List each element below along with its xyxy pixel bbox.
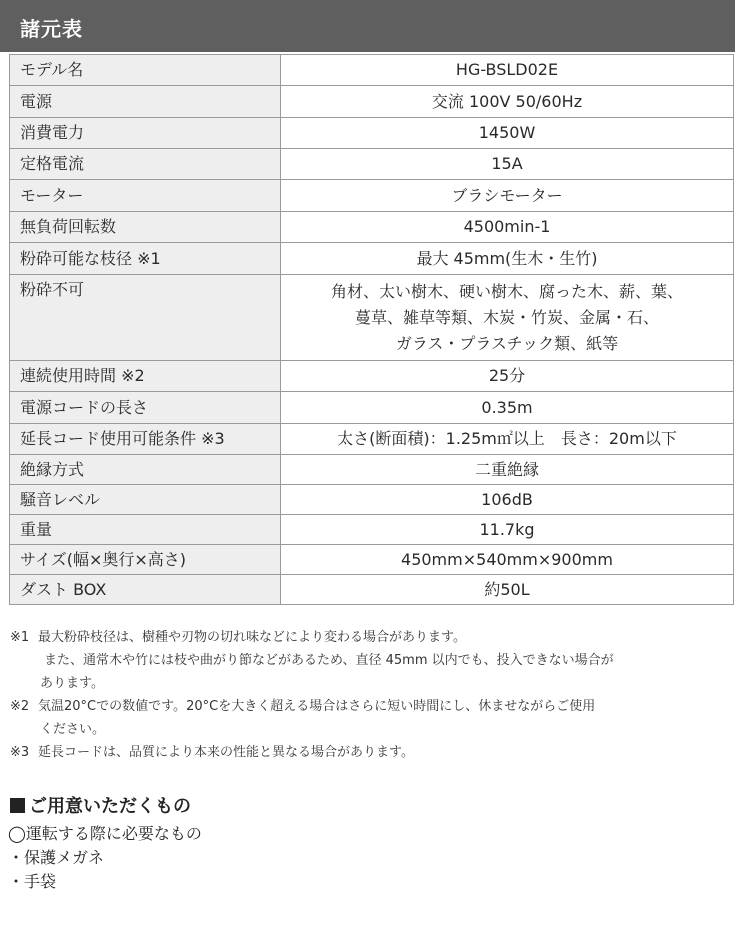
footnote-text: 気温20°Cでの数値です。20°Cを大きく超える場合はさらに短い時間にし、休ませながらご使用 xyxy=(38,699,596,714)
spec-value-line: 角材、太い樹木、硬い樹木、腐った木、薪、葉、 xyxy=(330,282,683,301)
prep-heading xyxy=(10,792,191,818)
spec-label: 粉砕不可 xyxy=(10,275,281,361)
spec-label: 電源 xyxy=(10,86,281,118)
spec-row-power-source xyxy=(10,86,734,118)
spec-value: 太さ(断面積)：1.25m㎡以上 長さ：20m以下 xyxy=(281,424,734,455)
spec-row-model xyxy=(10,55,734,86)
spec-row-not-crushable xyxy=(10,275,734,361)
spec-value: 4500min-1 xyxy=(281,212,734,243)
footnote-1 xyxy=(10,626,730,649)
footnote-text: 延長コードは、品質により本来の性能と異なる場合があります。 xyxy=(38,745,414,760)
spec-value: 約50L xyxy=(281,575,734,605)
spec-row-power-consumption xyxy=(10,118,734,149)
spec-table xyxy=(9,54,734,605)
spec-title: 諸元表 xyxy=(20,17,83,41)
footnote-text: ください。 xyxy=(40,722,106,737)
spec-header xyxy=(0,0,735,52)
spec-value: 最大 45mm(生木・生竹) xyxy=(281,243,734,275)
spec-value: 1450W xyxy=(281,118,734,149)
spec-value: 450mm×540mm×900mm xyxy=(281,545,734,575)
spec-label: 騒音レベル xyxy=(10,485,281,515)
spec-value: 15A xyxy=(281,149,734,180)
spec-label: サイズ(幅×奥行×高さ) xyxy=(10,545,281,575)
spec-row-cord-length xyxy=(10,392,734,424)
spec-label: 絶縁方式 xyxy=(10,455,281,485)
footnote-2 xyxy=(10,695,730,718)
footnote-text: 最大粉砕枝径は、樹種や刃物の切れ味などにより変わる場合があります。 xyxy=(38,630,466,645)
prep-list xyxy=(8,822,202,894)
prep-item: ・保護メガネ xyxy=(8,848,105,867)
spec-value: 106dB xyxy=(281,485,734,515)
spec-row-no-load-speed xyxy=(10,212,734,243)
spec-row-noise xyxy=(10,485,734,515)
spec-value: ブラシモーター xyxy=(281,180,734,212)
spec-row-dust-box xyxy=(10,575,734,605)
spec-value: 0.35m xyxy=(281,392,734,424)
footnote-3 xyxy=(10,741,730,764)
spec-row-insulation xyxy=(10,455,734,485)
spec-value: 二重絶縁 xyxy=(281,455,734,485)
spec-label: モーター xyxy=(10,180,281,212)
spec-row-extension-cord xyxy=(10,424,734,455)
spec-row-max-branch xyxy=(10,243,734,275)
spec-row-rated-current xyxy=(10,149,734,180)
spec-label: 連続使用時間 ※2 xyxy=(10,361,281,392)
spec-label: 電源コードの長さ xyxy=(10,392,281,424)
footnote-text: また、通常木や竹には枝や曲がり節などがあるため、直径 45mm 以内でも、投入できない場合が xyxy=(44,653,614,668)
spec-label: 延長コード使用可能条件 ※3 xyxy=(10,424,281,455)
prep-item: ◯運転する際に必要なもの xyxy=(8,824,202,843)
prep-item: ・手袋 xyxy=(8,872,57,891)
spec-label: 無負荷回転数 xyxy=(10,212,281,243)
spec-row-continuous-use xyxy=(10,361,734,392)
spec-value: HG-BSLD02E xyxy=(281,55,734,86)
footnote-text: あります。 xyxy=(40,676,104,691)
spec-row-motor xyxy=(10,180,734,212)
spec-row-weight xyxy=(10,515,734,545)
spec-value: 交流 100V 50/60Hz xyxy=(281,86,734,118)
spec-label: 消費電力 xyxy=(10,118,281,149)
spec-value: 25分 xyxy=(281,361,734,392)
footnote-mark: ※3 xyxy=(10,745,30,760)
spec-value: 11.7kg xyxy=(281,515,734,545)
footnote-mark: ※2 xyxy=(10,699,30,714)
spec-label: ダスト BOX xyxy=(10,575,281,605)
footnotes xyxy=(10,626,730,764)
prep-heading-text: ご用意いただくもの xyxy=(29,796,191,817)
spec-label: モデル名 xyxy=(10,55,281,86)
footnote-mark: ※1 xyxy=(10,630,30,645)
spec-value-multiline xyxy=(281,275,734,361)
spec-label: 定格電流 xyxy=(10,149,281,180)
spec-label: 粉砕可能な枝径 ※1 xyxy=(10,243,281,275)
spec-value-line: ガラス・プラスチック類、紙等 xyxy=(395,334,619,353)
square-bullet-icon xyxy=(10,798,25,813)
spec-value-line: 蔓草、雑草等類、木炭・竹炭、金属・石、 xyxy=(354,308,659,327)
spec-label: 重量 xyxy=(10,515,281,545)
spec-row-size xyxy=(10,545,734,575)
